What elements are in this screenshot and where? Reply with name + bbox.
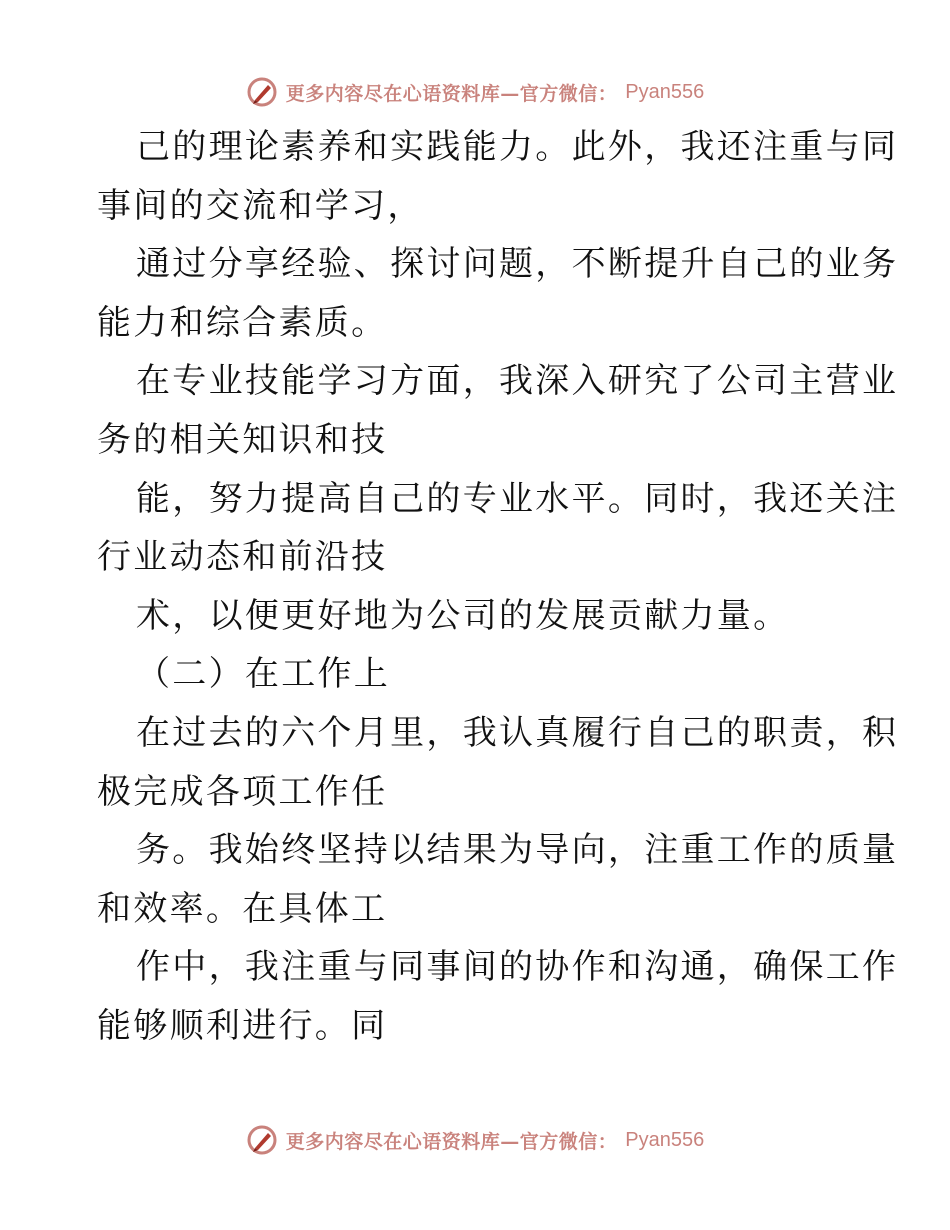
header-watermark [0,72,950,112]
pen-logo-icon [246,1124,278,1156]
body-line: 能，努力提高自己的专业水平。同时，我还关注 [136,478,899,519]
body-line: 在专业技能学习方面，我深入研究了公司主营业 [136,361,899,402]
body-line: 极完成各项工作任 [97,771,388,812]
document-body [97,118,899,1056]
body-line: 和效率。在具体工 [97,888,388,929]
body-line: 务。我始终坚持以结果为导向，注重工作的质量 [136,830,899,871]
body-line: 通过分享经验、探讨问题，不断提升自己的业务 [136,244,899,285]
pen-logo-icon [246,76,278,108]
body-line: 能够顺利进行。同 [97,1005,388,1046]
footer-watermark [0,1120,950,1160]
body-line: 在过去的六个月里，我认真履行自己的职责，积 [136,712,899,753]
watermark-text: 更多内容尽在心语资料库—官方微信： [285,82,618,105]
watermark-text: 更多内容尽在心语资料库—官方微信： [285,1130,618,1153]
section-heading: （二）在工作上 [136,654,391,695]
body-line: 己的理论素养和实践能力。此外，我还注重与同 [136,127,899,167]
body-line: 作中，我注重与同事间的协作和沟通，确保工作 [136,947,899,988]
watermark-wechat-id: Pyan556 [625,80,705,103]
body-line: 务的相关知识和技 [97,419,388,460]
body-line: 术，以便更好地为公司的发展贡献力量。 [136,595,790,636]
body-line: 事间的交流和学习， [97,185,424,226]
watermark-wechat-id: Pyan556 [625,1128,705,1151]
body-line: 行业动态和前沿技 [97,537,388,578]
body-line: 能力和综合素质。 [97,302,388,343]
